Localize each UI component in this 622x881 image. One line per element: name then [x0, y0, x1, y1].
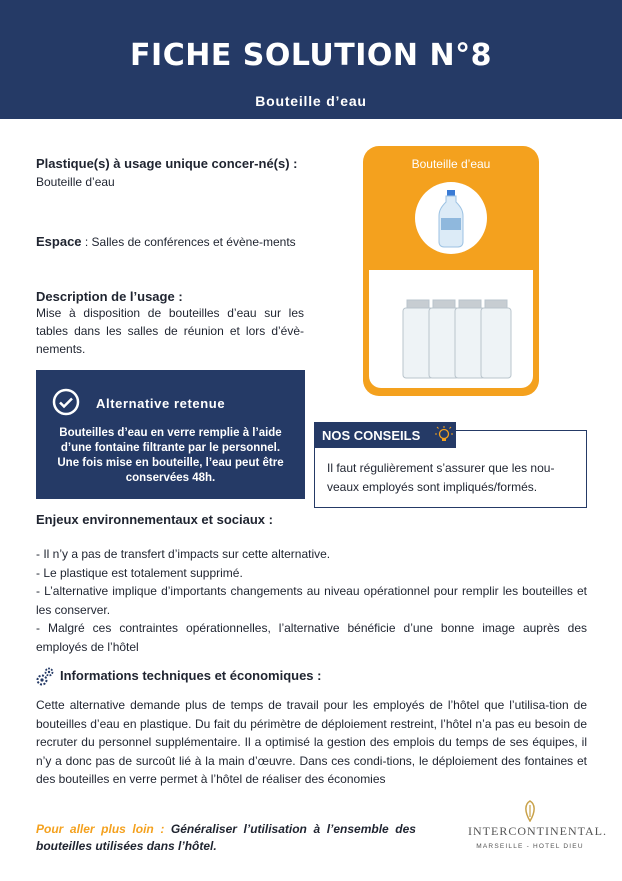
further-section [36, 821, 416, 854]
enjeux-title: Enjeux environnementaux et sociaux : [36, 512, 273, 527]
conseils-label-text: NOS CONSEILS [322, 428, 421, 443]
list-item: - L’alternative implique d’importants changements au niveau opérationnel pour remplir les bouteilles et les conserver. [36, 584, 587, 617]
glass-bottle-icon [369, 270, 533, 388]
product-card [363, 146, 539, 396]
gear-icon [36, 667, 54, 687]
list-item: - Malgré ces contraintes opérationnelles, l’alternative bénéficie d’une bonne image auprès des employés de l’hôtel [36, 621, 587, 654]
check-circle-icon [51, 387, 81, 417]
glass-bottles-panel [369, 270, 533, 388]
logo-emblem-icon [520, 800, 540, 822]
plastic-bottle-icon [415, 182, 487, 254]
description-title: Description de l’usage : [36, 289, 183, 304]
lightbulb-icon [434, 425, 454, 445]
plastiques-value: Bouteille d’eau [36, 175, 115, 189]
logo-subtitle: MARSEILLE - HOTEL DIEU [476, 843, 584, 850]
espace-title: Espace [36, 234, 82, 249]
enjeux-list [36, 545, 587, 656]
description-text: Mise à disposition de bouteilles d’eau sur les tables dans les salles de réunion et lors d’évè-nements. [36, 306, 304, 356]
plastiques-section [36, 154, 304, 191]
page-subtitle: Bouteille d’eau [255, 93, 367, 109]
logo-name: INTERCONTINENTAL. [468, 824, 608, 838]
informations-title: Informations techniques et économiques : [60, 668, 322, 683]
alternative-box [36, 370, 305, 499]
conseils-text: Il faut régulièrement s’assurer que les nou-veaux employés sont impliqués/formés. [327, 461, 555, 494]
alternative-text: Bouteilles d’eau en verre remplie à l’aide d’une fontaine filtrante par le personnel. Une fois mise en bouteille, l’eau peut être conservées 48h. [57, 427, 284, 484]
further-lead: Pour aller plus loin : [36, 822, 165, 836]
plastiques-title: Plastique(s) à usage unique concer-né(s) : [36, 156, 298, 171]
informations-text: Cette alternative demande plus de temps de travail pour les employés de l’hôtel que l’utilisa-tion de bouteilles d’eau en plastique. Du fait du périmètre de déploiement restreint, l’hôtel n’a pas eu besoin de recruter du personnel supplémentaire. Il a optimisé la gestion des emplois du temps de ses équipes, il n’y a donc pas de surcoût lié à la main d’œuvre. Dans ces condi-tions, le déploiement des fontaines et des bouteilles en verre permet à l’hôtel de réaliser des économies [36, 698, 587, 786]
product-label: Bouteille d’eau [411, 157, 491, 171]
page-title: FICHE SOLUTION N°8 [130, 38, 492, 73]
description-section [36, 289, 304, 358]
list-item: - Le plastique est totalement supprimé. [36, 565, 243, 580]
espace-value: : Salles de conférences et évène-ments [81, 235, 296, 249]
header-banner [0, 0, 622, 119]
further-text: Généraliser l’utilisation à l’ensemble des bouteilles utilisées dans l’hôtel. [36, 822, 416, 853]
intercontinental-logo [468, 800, 608, 860]
conseils-label [314, 422, 456, 448]
espace-section [36, 232, 304, 252]
plastic-bottle-circle [415, 182, 487, 254]
alternative-title: Alternative retenue [96, 396, 226, 411]
list-item: - Il n’y a pas de transfert d’impacts sur cette alternative. [36, 547, 331, 561]
